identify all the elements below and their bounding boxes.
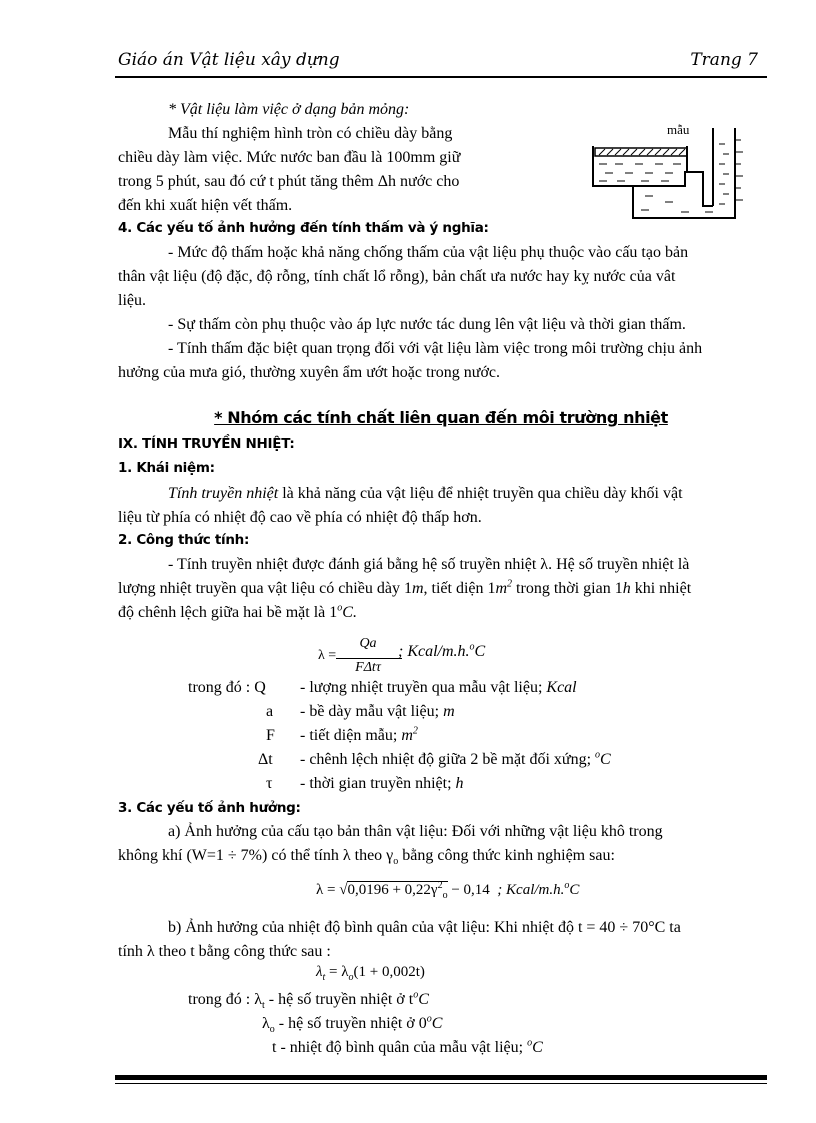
where1-sym-4: τ: [266, 775, 273, 792]
where2-item-1: $\lambda_o$ - hệ số truyền nhiệt ở 0$^o$C: [262, 1013, 443, 1036]
where1-desc-0: - lượng nhiệt truyền qua mẫu vật liệu; Kcal: [300, 679, 577, 696]
where1-sym-3: Δt: [258, 751, 273, 768]
where1-desc-2: - tiết diện mẫu; $m^2$: [300, 725, 418, 744]
where1-desc-1: - bề dày mẫu vật liệu; m: [300, 703, 455, 720]
where2-item-0: trong đó : $\lambda_t$ - hệ số truyền nhiệt ở $t^oC$: [188, 989, 429, 1012]
s4-p1-line1: - Mức độ thấm hoặc khả năng chống thấm của vật liệu phụ thuộc vào cấu tạo bản: [168, 244, 689, 261]
factor-b-line1: b) Ảnh hưởng của nhiệt độ bình quân của vật liệu: Khi nhiệt độ t = 40 ÷ 70°C ta: [168, 919, 681, 936]
where1-sym-0: trong đó : Q: [188, 679, 266, 696]
equation-lambda-fraction: λ = Qa FΔtτ: [318, 636, 408, 680]
s4-p2: - Sự thấm còn phụ thuộc vào áp lực nước tác dung lên vật liệu và thời gian thấm.: [168, 316, 686, 333]
factor-a-line2: không khí (W=1 ÷ 7%) có thể tính λ theo $\gamma_o$ bằng công thức kinh nghiệm sau:: [118, 847, 615, 868]
section-4-heading: 4. Các yếu tố ảnh hưởng đến tính thấm và ý nghĩa:: [118, 220, 489, 236]
thin-plate-title: * Vật liệu làm việc ở dạng bản mỏng:: [168, 101, 410, 118]
scale-ticks: [735, 140, 743, 200]
where1-desc-3: - chênh lệch nhiệt độ giữa 2 bề mặt đối xứng; $^o$C: [300, 749, 611, 768]
where1-desc-4: - thời gian truyền nhiệt; h: [300, 775, 464, 792]
sample-plate: [595, 148, 687, 156]
footer-rule-thin: [115, 1083, 767, 1084]
where1-sym-1: a: [266, 703, 274, 720]
eq1-denominator: FΔtτ: [355, 660, 381, 675]
eq1-numerator: Qa: [359, 636, 377, 651]
section-ix-heading: IX. TÍNH TRUYỀN NHIỆT:: [118, 436, 295, 452]
thin-line-3: trong 5 phút, sau đó cứ t phút tăng thêm Δh nước cho: [118, 173, 460, 190]
concept-heading: 1. Khái niệm:: [118, 460, 215, 476]
figure-label: mẫu: [667, 122, 690, 137]
formula-p3: độ chênh lệch giữa hai bề mặt là 1$^o$C.: [118, 602, 357, 621]
header-page-number: Trang 7: [690, 50, 758, 70]
where1-sym-2: F: [266, 727, 275, 744]
permeability-apparatus-figure: [585, 118, 760, 223]
s4-p3-line1: - Tính thấm đặc biệt quan trọng đối với vật liệu làm việc trong môi trường chịu ảnh: [168, 340, 703, 357]
factor-b-line2: tính λ theo t bằng công thức sau :: [118, 943, 331, 960]
equation-empirical: $\lambda = √0,0196 + 0,22\gamma^2_o - 0,14$ ; Kcal/m.h.$^o$C: [316, 880, 580, 901]
thermal-group-heading: * Nhóm các tính chất liên quan đến môi trường nhiệt: [214, 408, 668, 427]
s4-p1-line3: liệu.: [118, 292, 146, 309]
sqrt-radicand: $0,0196 + 0,22\gamma^2_o$: [347, 880, 448, 901]
concept-line2: liệu từ phía có nhiệt độ cao về phía có nhiệt độ thấp hơn.: [118, 509, 482, 526]
thin-line-1: Mẫu thí nghiệm hình tròn có chiều dày bằng: [168, 125, 453, 142]
header-title: Giáo án Vật liệu xây dựng: [118, 50, 340, 70]
u-tube-inner: [685, 172, 713, 206]
factors-heading: 3. Các yếu tố ảnh hưởng:: [118, 800, 301, 816]
footer-rule-thick: [115, 1075, 767, 1080]
equation-temperature: $\lambda_t = \lambda_o(1 + 0,002t)$: [316, 964, 425, 983]
fraction-bar: [336, 658, 402, 659]
thin-line-4: đến khi xuất hiện vết thấm.: [118, 197, 293, 214]
formula-p1: - Tính truyền nhiệt được đánh giá bằng hệ số truyền nhiệt λ. Hệ số truyền nhiệt là: [168, 556, 690, 573]
concept-term: Tính truyền nhiệt: [168, 485, 279, 502]
formula-heading: 2. Công thức tính:: [118, 532, 250, 548]
eq1-unit: ; Kcal/m.h.$^o$C: [398, 641, 486, 660]
factor-a-line1: a) Ảnh hưởng của cấu tạo bản thân vật liệu: Đối với những vật liệu khô trong: [168, 823, 663, 840]
concept-line1: Tính truyền nhiệt là khả năng của vật liệu để nhiệt truyền qua chiều dày khối vật: [168, 485, 683, 502]
s4-p3-line2: hưởng của mưa gió, thường xuyên ẩm ướt hoặc trong nước.: [118, 364, 501, 381]
header-rule: [115, 76, 767, 78]
thin-line-2: chiều dày làm việc. Mức nước ban đầu là 100mm giữ: [118, 149, 461, 166]
s4-p1-line2: thân vật liệu (độ đặc, độ rỗng, tính chất lổ rỗng), bản chất ưa nước hay kỵ nước của vât: [118, 268, 676, 285]
formula-p2: lượng nhiệt truyền qua vật liệu có chiều dày 1m, tiết diện $1m^2$ trong thời gian 1h khi nhiệt: [118, 578, 692, 597]
where2-item-2: t - nhiệt độ bình quân của mẫu vật liệu; $^o$C: [272, 1037, 543, 1056]
